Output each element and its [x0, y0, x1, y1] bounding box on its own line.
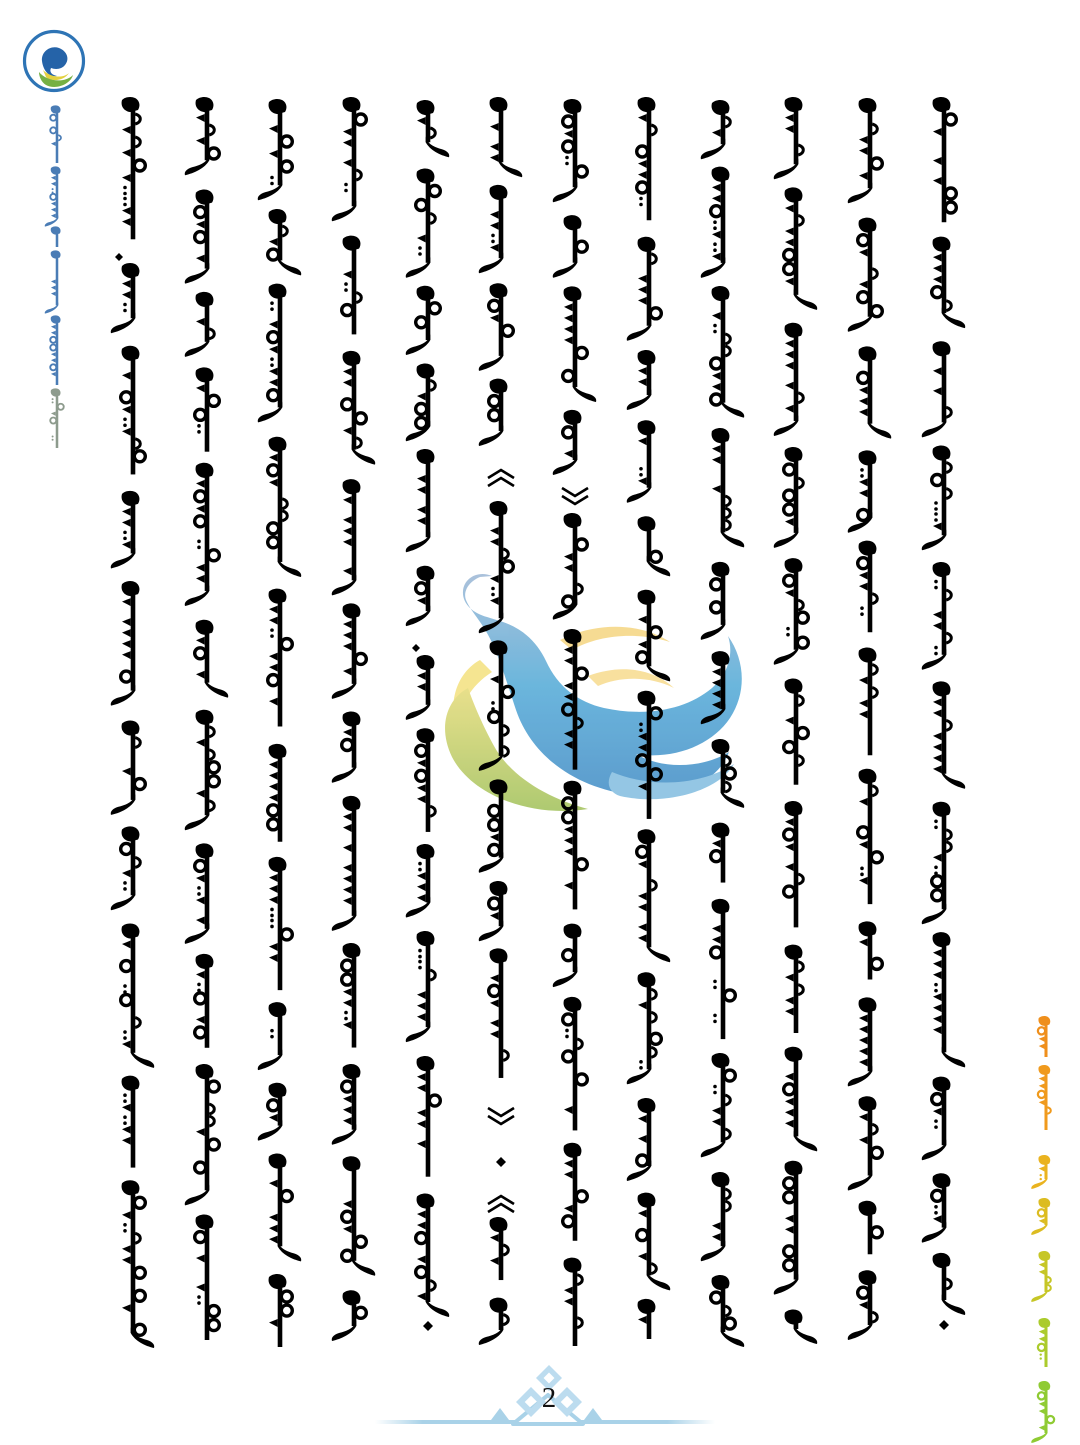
newspaper-brand-logo-icon — [25, 32, 84, 91]
text-column-4 — [332, 97, 375, 1341]
text-column-2 — [185, 97, 228, 1340]
page-number: 2 — [541, 1382, 557, 1414]
brand-logo-watermark-icon — [445, 574, 742, 811]
text-column-5 — [406, 100, 449, 1317]
slogan-text — [1031, 1016, 1054, 1443]
masthead-title — [45, 105, 64, 448]
text-column-11 — [848, 98, 891, 1340]
text-column-3 — [258, 99, 301, 1347]
text-column-12 — [922, 97, 965, 1315]
text-column-10 — [774, 97, 817, 1344]
text-column-1 — [111, 97, 154, 1348]
